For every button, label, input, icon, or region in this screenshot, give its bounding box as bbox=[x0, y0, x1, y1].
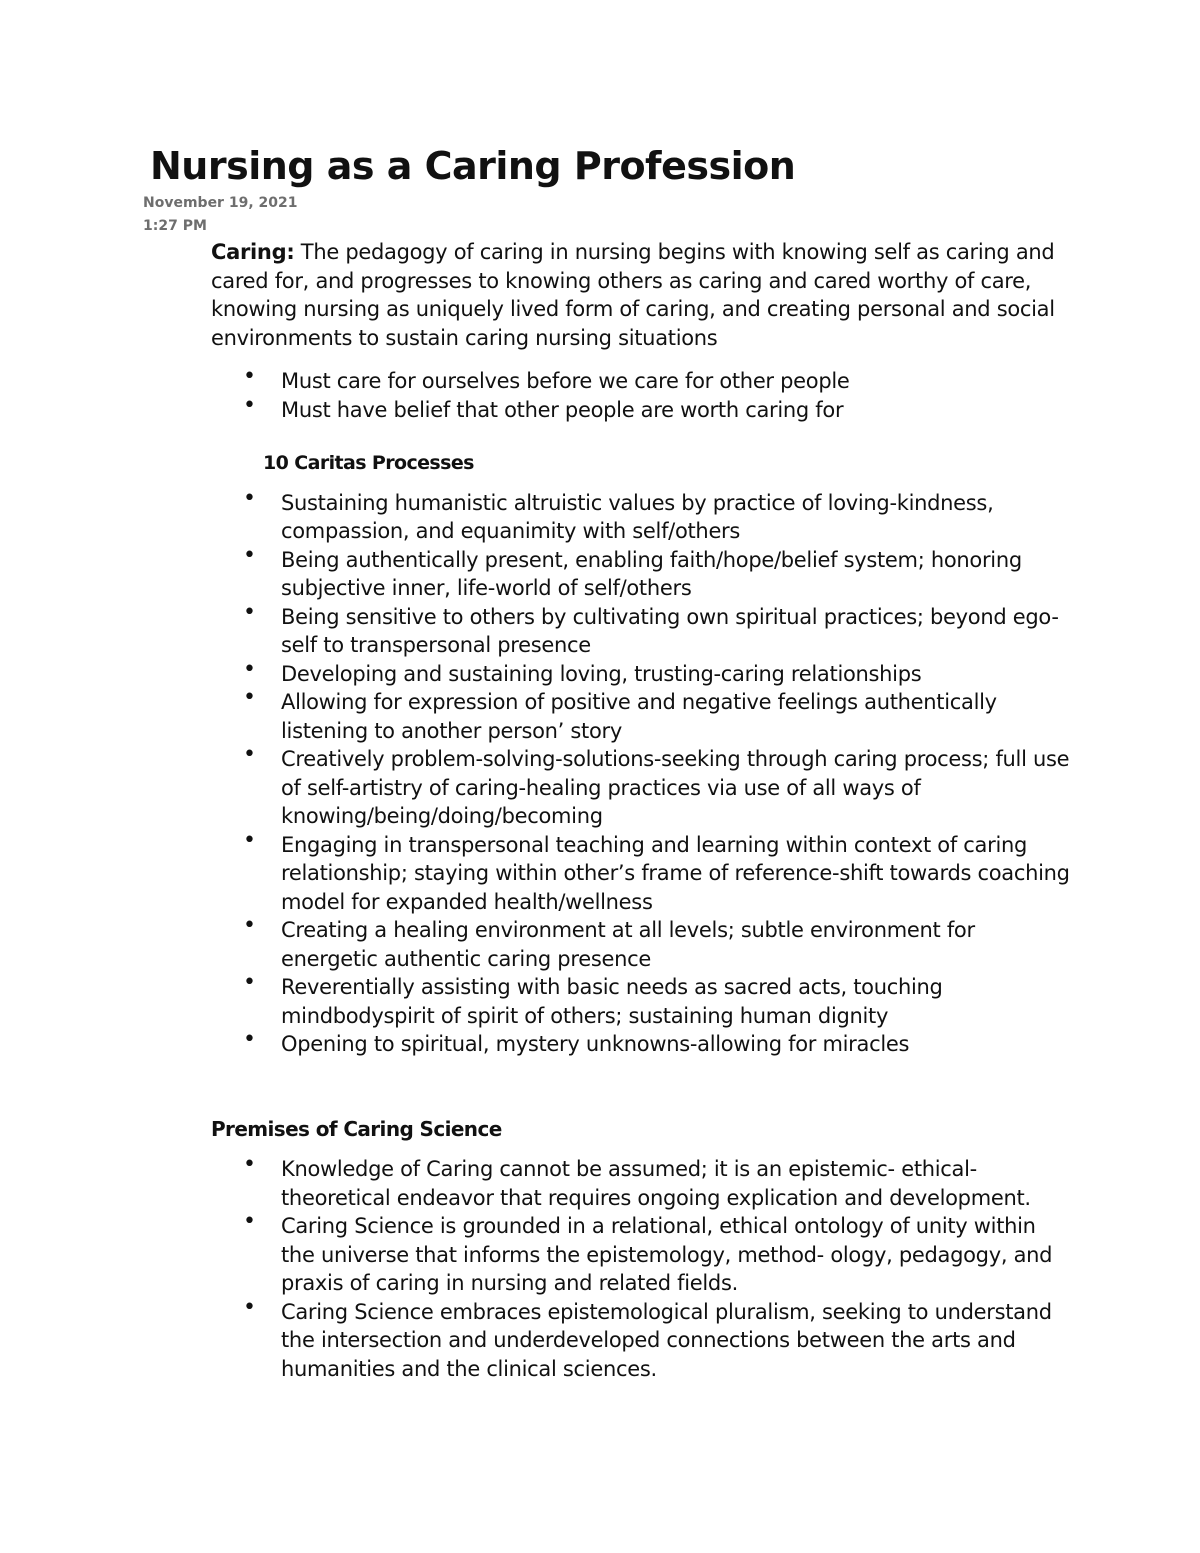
caritas-heading: 10 Caritas Processes bbox=[263, 452, 474, 474]
premises-list bbox=[211, 1155, 1071, 1383]
list-item: • Creatively problem-solving-solutions-seeking through caring process; full use of self-artistry of caring-healing practices via use of all ways of knowing/being/doing/becoming bbox=[281, 745, 1071, 831]
list-item: • Developing and sustaining loving, trusting-caring relationships bbox=[281, 660, 1071, 689]
list-item: • Allowing for expression of positive and negative feelings authentically listening to another person’ story bbox=[281, 688, 1071, 745]
list-item: • Knowledge of Caring cannot be assumed; it is an epistemic- ethical-theoretical endeavor that requires ongoing explication and development. bbox=[281, 1155, 1071, 1212]
list-item: • Engaging in transpersonal teaching and learning within context of caring relationship; staying within other’s frame of reference-shift towards coaching model for expanded health/wellness bbox=[281, 831, 1071, 917]
list-item: • Must have belief that other people are worth caring for bbox=[281, 396, 1071, 425]
list-item: • Caring Science embraces epistemological pluralism, seeking to understand the intersection and underdeveloped connections between the arts and humanities and the clinical sciences. bbox=[281, 1298, 1071, 1384]
note-time: 1:27 PM bbox=[143, 218, 207, 234]
list-item: • Creating a healing environment at all levels; subtle environment for energetic authentic caring presence bbox=[281, 916, 1071, 973]
list-item: • Sustaining humanistic altruistic values by practice of loving-kindness, compassion, and equanimity with self/others bbox=[281, 489, 1071, 546]
caring-definition-text: The pedagogy of caring in nursing begins with knowing self as caring and cared for, and progresses to knowing others as caring and cared worthy of care, knowing nursing as uniquely lived form of caring, and creating personal and social environments to sustain caring nursing situations bbox=[211, 240, 1055, 350]
list-item: • Being sensitive to others by cultivating own spiritual practices; beyond ego-self to transpersonal presence bbox=[281, 603, 1071, 660]
list-item: • Reverentially assisting with basic needs as sacred acts, touching mindbodyspirit of spirit of others; sustaining human dignity bbox=[281, 973, 1071, 1030]
list-item: • Caring Science is grounded in a relational, ethical ontology of unity within the universe that informs the epistemology, method- ology, pedagogy, and praxis of caring in nursing and related fields. bbox=[281, 1212, 1071, 1298]
list-item: • Must care for ourselves before we care for other people bbox=[281, 367, 1071, 396]
note-body bbox=[211, 238, 1071, 1383]
page-title: Nursing as a Caring Profession bbox=[150, 144, 796, 188]
premises-heading: Premises of Caring Science bbox=[211, 1116, 502, 1141]
caring-bullet-list bbox=[211, 367, 1071, 424]
note-date: November 19, 2021 bbox=[143, 195, 298, 211]
list-item: • Opening to spiritual, mystery unknowns-allowing for miracles bbox=[281, 1030, 1071, 1059]
caring-definition bbox=[211, 238, 1071, 352]
caritas-list bbox=[211, 489, 1071, 1059]
list-item: • Being authentically present, enabling faith/hope/belief system; honoring subjective inner, life-world of self/others bbox=[281, 546, 1071, 603]
caring-term: Caring: bbox=[211, 240, 295, 264]
